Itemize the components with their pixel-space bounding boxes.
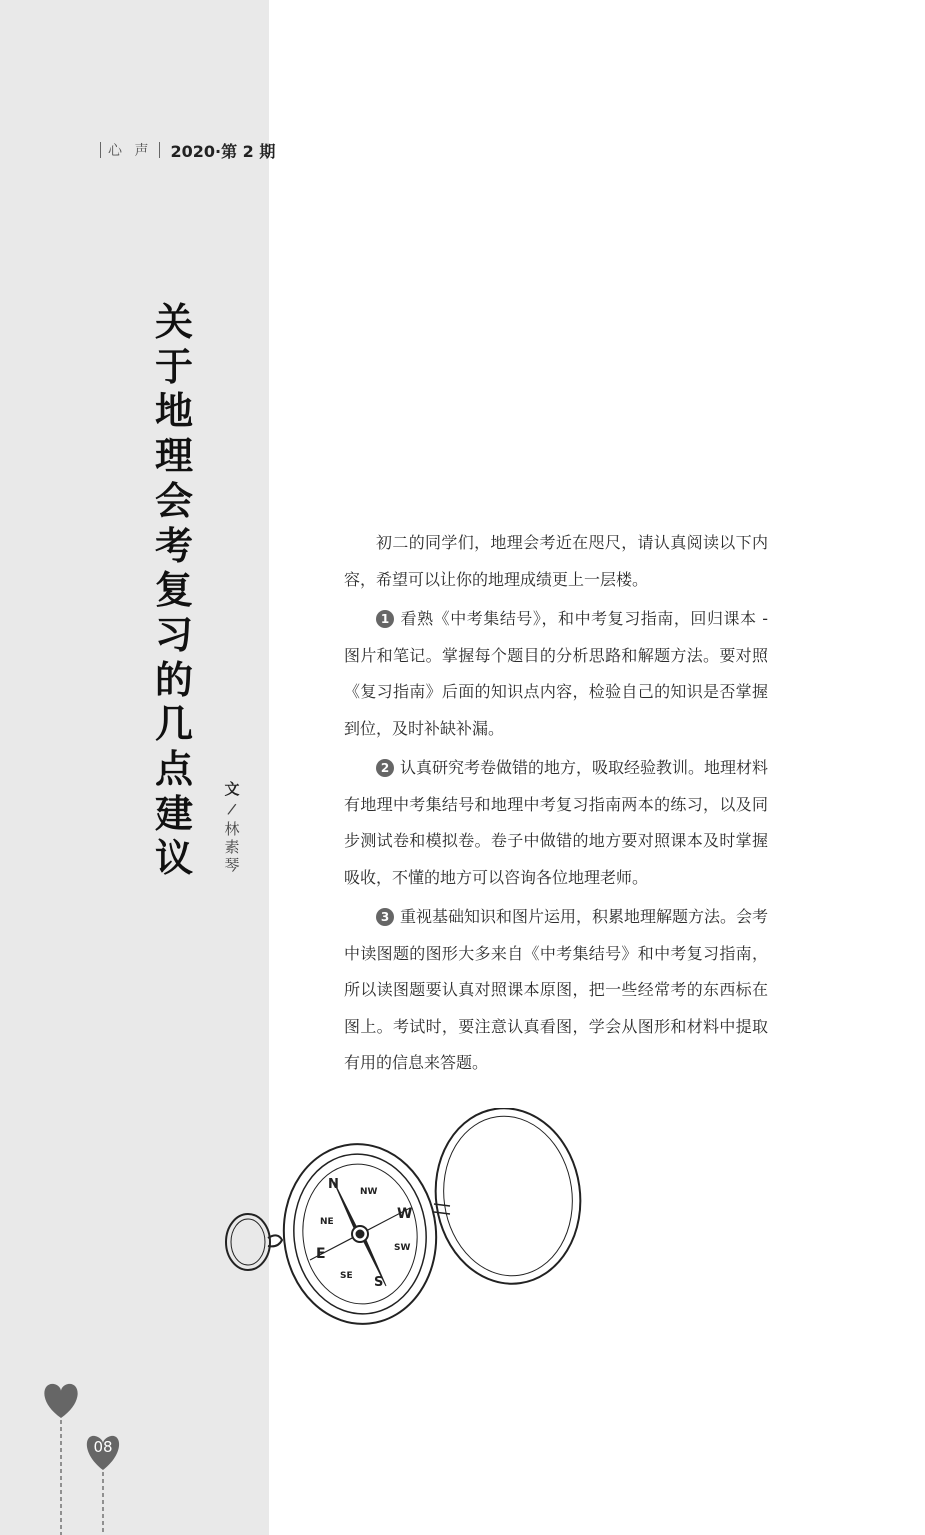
compass-se-label: SE: [340, 1271, 353, 1281]
byline-prefix: 文: [224, 780, 240, 798]
number-badge: 1: [376, 610, 394, 628]
compass-lid-inner: [433, 1108, 582, 1284]
byline-slash: /: [226, 799, 238, 819]
article-title: 关于地理会考复习的几点建议: [154, 300, 193, 881]
compass-w-label: W: [397, 1206, 413, 1222]
number-badge: 2: [376, 759, 394, 777]
ring-handle: [226, 1214, 270, 1270]
large-heart-icon: [44, 1384, 77, 1418]
compass-lid: [424, 1108, 591, 1293]
page-number: 08: [93, 1438, 113, 1456]
number-badge: 3: [376, 908, 394, 926]
divider: [100, 142, 101, 158]
point-text: 认真研究考卷做错的地方，吸取经验教训。地理材料有地理中考集结号和地理中考复习指南两本的练习，以及同步测试卷和模拟卷。卷子中做错的地方要对照课本及时掌握吸收，不懂的地方可以咨询各位地理老师。: [344, 758, 769, 887]
point-paragraph: [344, 750, 768, 896]
ring-handle-inner: [231, 1219, 265, 1265]
article-body: [344, 525, 768, 1085]
compass-ne-label: NE: [320, 1217, 334, 1227]
compass-e-label: E: [316, 1246, 326, 1262]
issue-header: [100, 139, 275, 161]
point-paragraph: [344, 899, 768, 1082]
divider: [159, 142, 160, 158]
intro-paragraph: 初二的同学们，地理会考近在咫尺，请认真阅读以下内容，希望可以让你的地理成绩更上一层楼。: [344, 533, 768, 589]
compass-nw-label: NW: [360, 1187, 378, 1197]
author-name: 林素琴: [224, 820, 240, 874]
compass-illustration: [222, 1108, 592, 1338]
byline: [223, 780, 241, 874]
compass-sw-label: SW: [394, 1243, 411, 1253]
compass-n-label: N: [328, 1177, 339, 1192]
point-text: 重视基础知识和图片运用，积累地理解题方法。会考中读图题的图形大多来自《中考集结号》和中考复习指南，所以读图题要认真对照课本原图，把一些经常考的东西标在图上。考试时，要注意认真看图，学会从图形和材料中提取有用的信息来答题。: [344, 907, 769, 1072]
point-text: 看熟《中考集结号》，和中考复习指南，回归课本 - 图片和笔记。掌握每个题目的分析思路和解题方法。要对照《复习指南》后面的知识点内容，检验自己的知识是否掌握到位，及时补缺补漏。: [344, 609, 768, 738]
issue-label: 2020·第 2 期: [170, 141, 276, 161]
point-paragraph: [344, 601, 768, 747]
compass-s-label: S: [374, 1275, 384, 1290]
section-label: 心 声: [108, 143, 153, 159]
heart-decoration: [40, 1380, 130, 1535]
pivot-center: [357, 1231, 364, 1238]
